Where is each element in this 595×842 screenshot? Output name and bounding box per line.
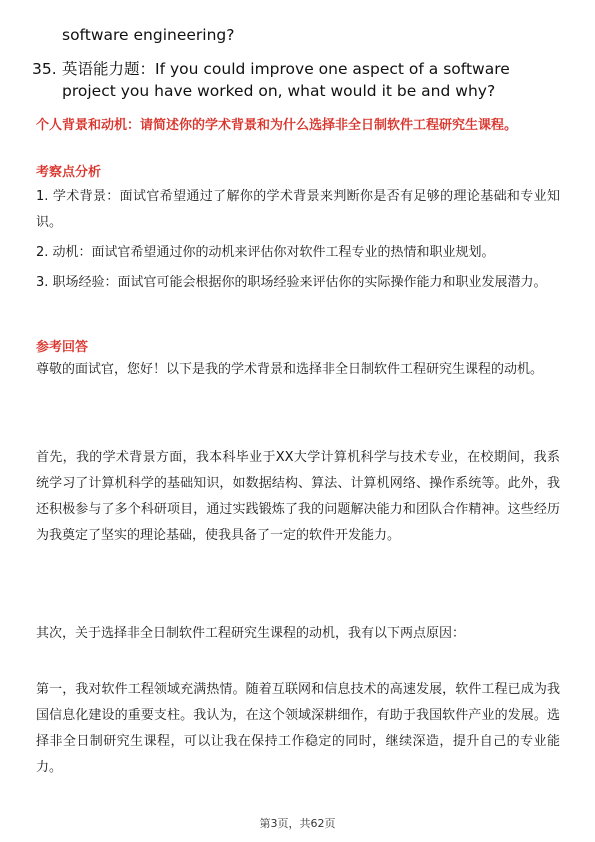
- question-continuation: software engineering?: [62, 26, 235, 44]
- analysis-item: 1. 学术背景：面试官希望通过了解你的学术背景来判断你是否有足够的理论基础和专业知识。: [36, 189, 560, 230]
- analysis-item: 2. 动机：面试官希望通过你的动机来评估你对软件工程专业的热情和职业规划。: [36, 245, 495, 260]
- question-text: 英语能力题：If you could improve one aspect of a software project you have worked on, what would it be and why?: [62, 60, 510, 100]
- answer-paragraph: 首先，我的学术背景方面，我本科毕业于XX大学计算机科学与技术专业，在校期间，我系统学习了计算机科学的基础知识，如数据结构、算法、计算机网络、操作系统等。此外，我还积极参与了多个科研项目，通过实践锻炼了我的问题解决能力和团队合作精神。这些经历为我奠定了坚实的理论基础，使我具备了一定的软件开发能力。: [36, 450, 560, 543]
- reference-heading: 参考回答: [36, 340, 89, 355]
- analysis-item: 3. 职场经验：面试官可能会根据你的职场经验来评估你的实际操作能力和职业发展潜力。: [36, 275, 547, 290]
- question-35: [32, 58, 552, 102]
- question-number: 35.: [32, 60, 57, 78]
- section-title: 个人背景和动机：请简述你的学术背景和为什么选择非全日制软件工程研究生课程。: [36, 118, 518, 133]
- answer-paragraph: 第一，我对软件工程领域充满热情。随着互联网和信息技术的高速发展，软件工程已成为我国信息化建设的重要支柱。我认为，在这个领域深耕细作，有助于我国软件产业的发展。选择非全日制研究生课程，可以让我在保持工作稳定的同时，继续深造，提升自己的专业能力。: [36, 682, 560, 775]
- page-footer: 第3页，共62页: [259, 817, 336, 830]
- analysis-heading: 考察点分析: [36, 165, 102, 180]
- answer-paragraph: 其次，关于选择非全日制软件工程研究生课程的动机，我有以下两点原因：: [36, 626, 466, 641]
- answer-paragraph: 尊敬的面试官，您好！以下是我的学术背景和选择非全日制软件工程研究生课程的动机。: [36, 362, 544, 377]
